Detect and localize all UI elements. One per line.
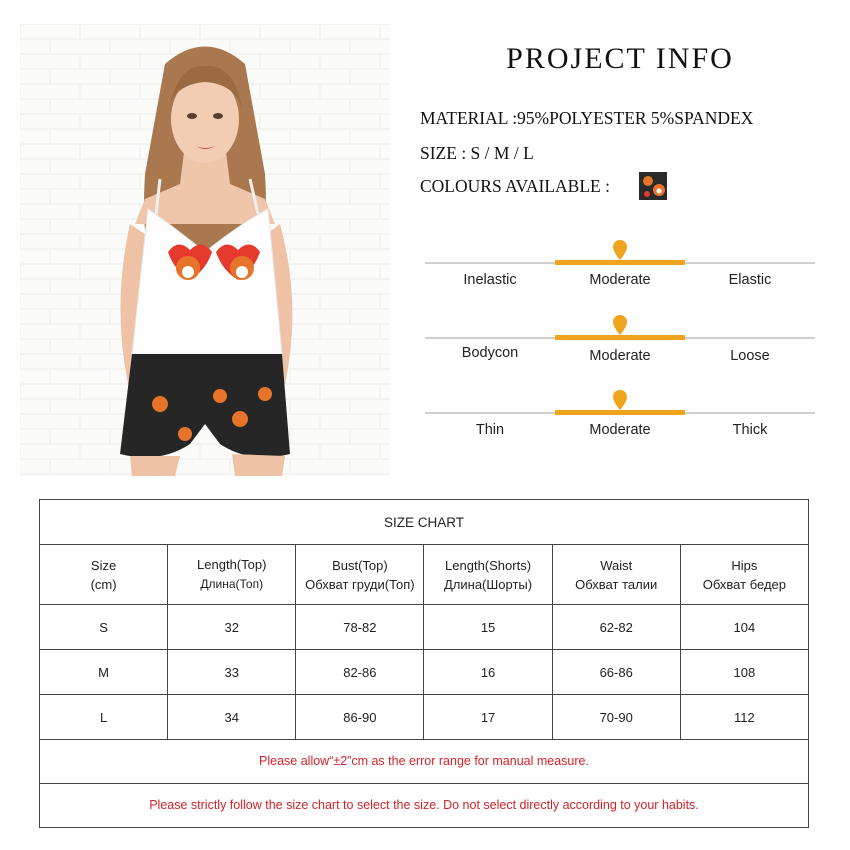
cell-size: S: [40, 605, 168, 650]
map-pin-icon: [613, 240, 627, 260]
size-advice-note: Please strictly follow the size chart to select the size. Do not select directly according to your habits.: [40, 784, 809, 828]
cell-bust-top: 82-86: [296, 650, 424, 695]
scale-label-elastic: Elastic: [728, 272, 772, 288]
cell-waist: 66-86: [552, 650, 680, 695]
cell-waist: 70-90: [552, 695, 680, 740]
colours-info: COLOURS AVAILABLE :: [420, 176, 610, 196]
cell-length-top: 34: [168, 695, 296, 740]
map-pin-icon: [613, 315, 627, 335]
scale-selected-segment: [555, 335, 685, 340]
header-line2: Обхват талии: [575, 576, 658, 592]
scale-label-loose: Loose: [730, 348, 770, 364]
measure-note-row: [40, 740, 809, 784]
scale-selected-segment: [555, 410, 685, 415]
header-bust-top: [296, 545, 424, 605]
header-hips: [680, 545, 808, 605]
cell-length-shorts: 15: [424, 605, 552, 650]
scale-label-thin: Thin: [475, 422, 505, 438]
size-chart-title: SIZE CHART: [40, 500, 809, 545]
header-waist: [552, 545, 680, 605]
scale-label-moderate: Moderate: [589, 348, 651, 364]
header-line2: Обхват груди(Топ): [305, 576, 415, 592]
material-info: MATERIAL :95%POLYESTER 5%SPANDEX: [420, 108, 754, 128]
cell-bust-top: 78-82: [296, 605, 424, 650]
size-info: SIZE : S / M / L: [420, 143, 534, 163]
cell-size: L: [40, 695, 168, 740]
table-row: [40, 650, 809, 695]
model-illustration: [20, 24, 390, 476]
header-length-top: [168, 545, 296, 605]
table-header-row: [40, 545, 809, 605]
elasticity-scale: [425, 262, 815, 312]
cell-size: M: [40, 650, 168, 695]
scale-selected-segment: [555, 260, 685, 265]
scale-label-bodycon: Bodycon: [461, 345, 519, 361]
product-photo: [20, 24, 390, 476]
cell-hips: 104: [680, 605, 808, 650]
header-length-shorts: [424, 545, 552, 605]
cell-hips: 112: [680, 695, 808, 740]
cell-bust-top: 86-90: [296, 695, 424, 740]
header-size: [40, 545, 168, 605]
header-line1: Length(Top): [197, 557, 267, 572]
scale-label-thick: Thick: [732, 422, 768, 438]
size-advice-row: [40, 784, 809, 828]
fit-scale: [425, 337, 815, 387]
header-line2: (cm): [90, 576, 117, 592]
cell-hips: 108: [680, 650, 808, 695]
header-line1: Hips: [731, 557, 758, 573]
header-line2: Длина(Топ): [200, 577, 264, 591]
scale-label-moderate: Moderate: [589, 422, 651, 438]
project-info-title: PROJECT INFO: [506, 42, 734, 75]
header-line2: Обхват бедер: [702, 576, 786, 592]
cell-length-top: 32: [168, 605, 296, 650]
header-line1: Length(Shorts): [445, 557, 532, 573]
header-line1: Waist: [600, 557, 633, 573]
table-row: [40, 605, 809, 650]
header-line1: Bust(Top): [332, 557, 388, 573]
cell-waist: 62-82: [552, 605, 680, 650]
thickness-scale: [425, 412, 815, 462]
colour-swatch[interactable]: [639, 172, 667, 200]
map-pin-icon: [613, 390, 627, 410]
fox-print-swatch-icon: [639, 172, 667, 200]
scale-label-moderate: Moderate: [589, 272, 651, 288]
scale-label-inelastic: Inelastic: [463, 272, 517, 288]
cell-length-shorts: 17: [424, 695, 552, 740]
header-line1: Size: [90, 557, 117, 573]
size-chart-table: [39, 499, 809, 828]
measure-error-note: Please allow“±2”cm as the error range for manual measure.: [40, 740, 809, 784]
header-line2: Длина(Шорты): [443, 576, 533, 592]
table-row: [40, 695, 809, 740]
cell-length-top: 33: [168, 650, 296, 695]
cell-length-shorts: 16: [424, 650, 552, 695]
